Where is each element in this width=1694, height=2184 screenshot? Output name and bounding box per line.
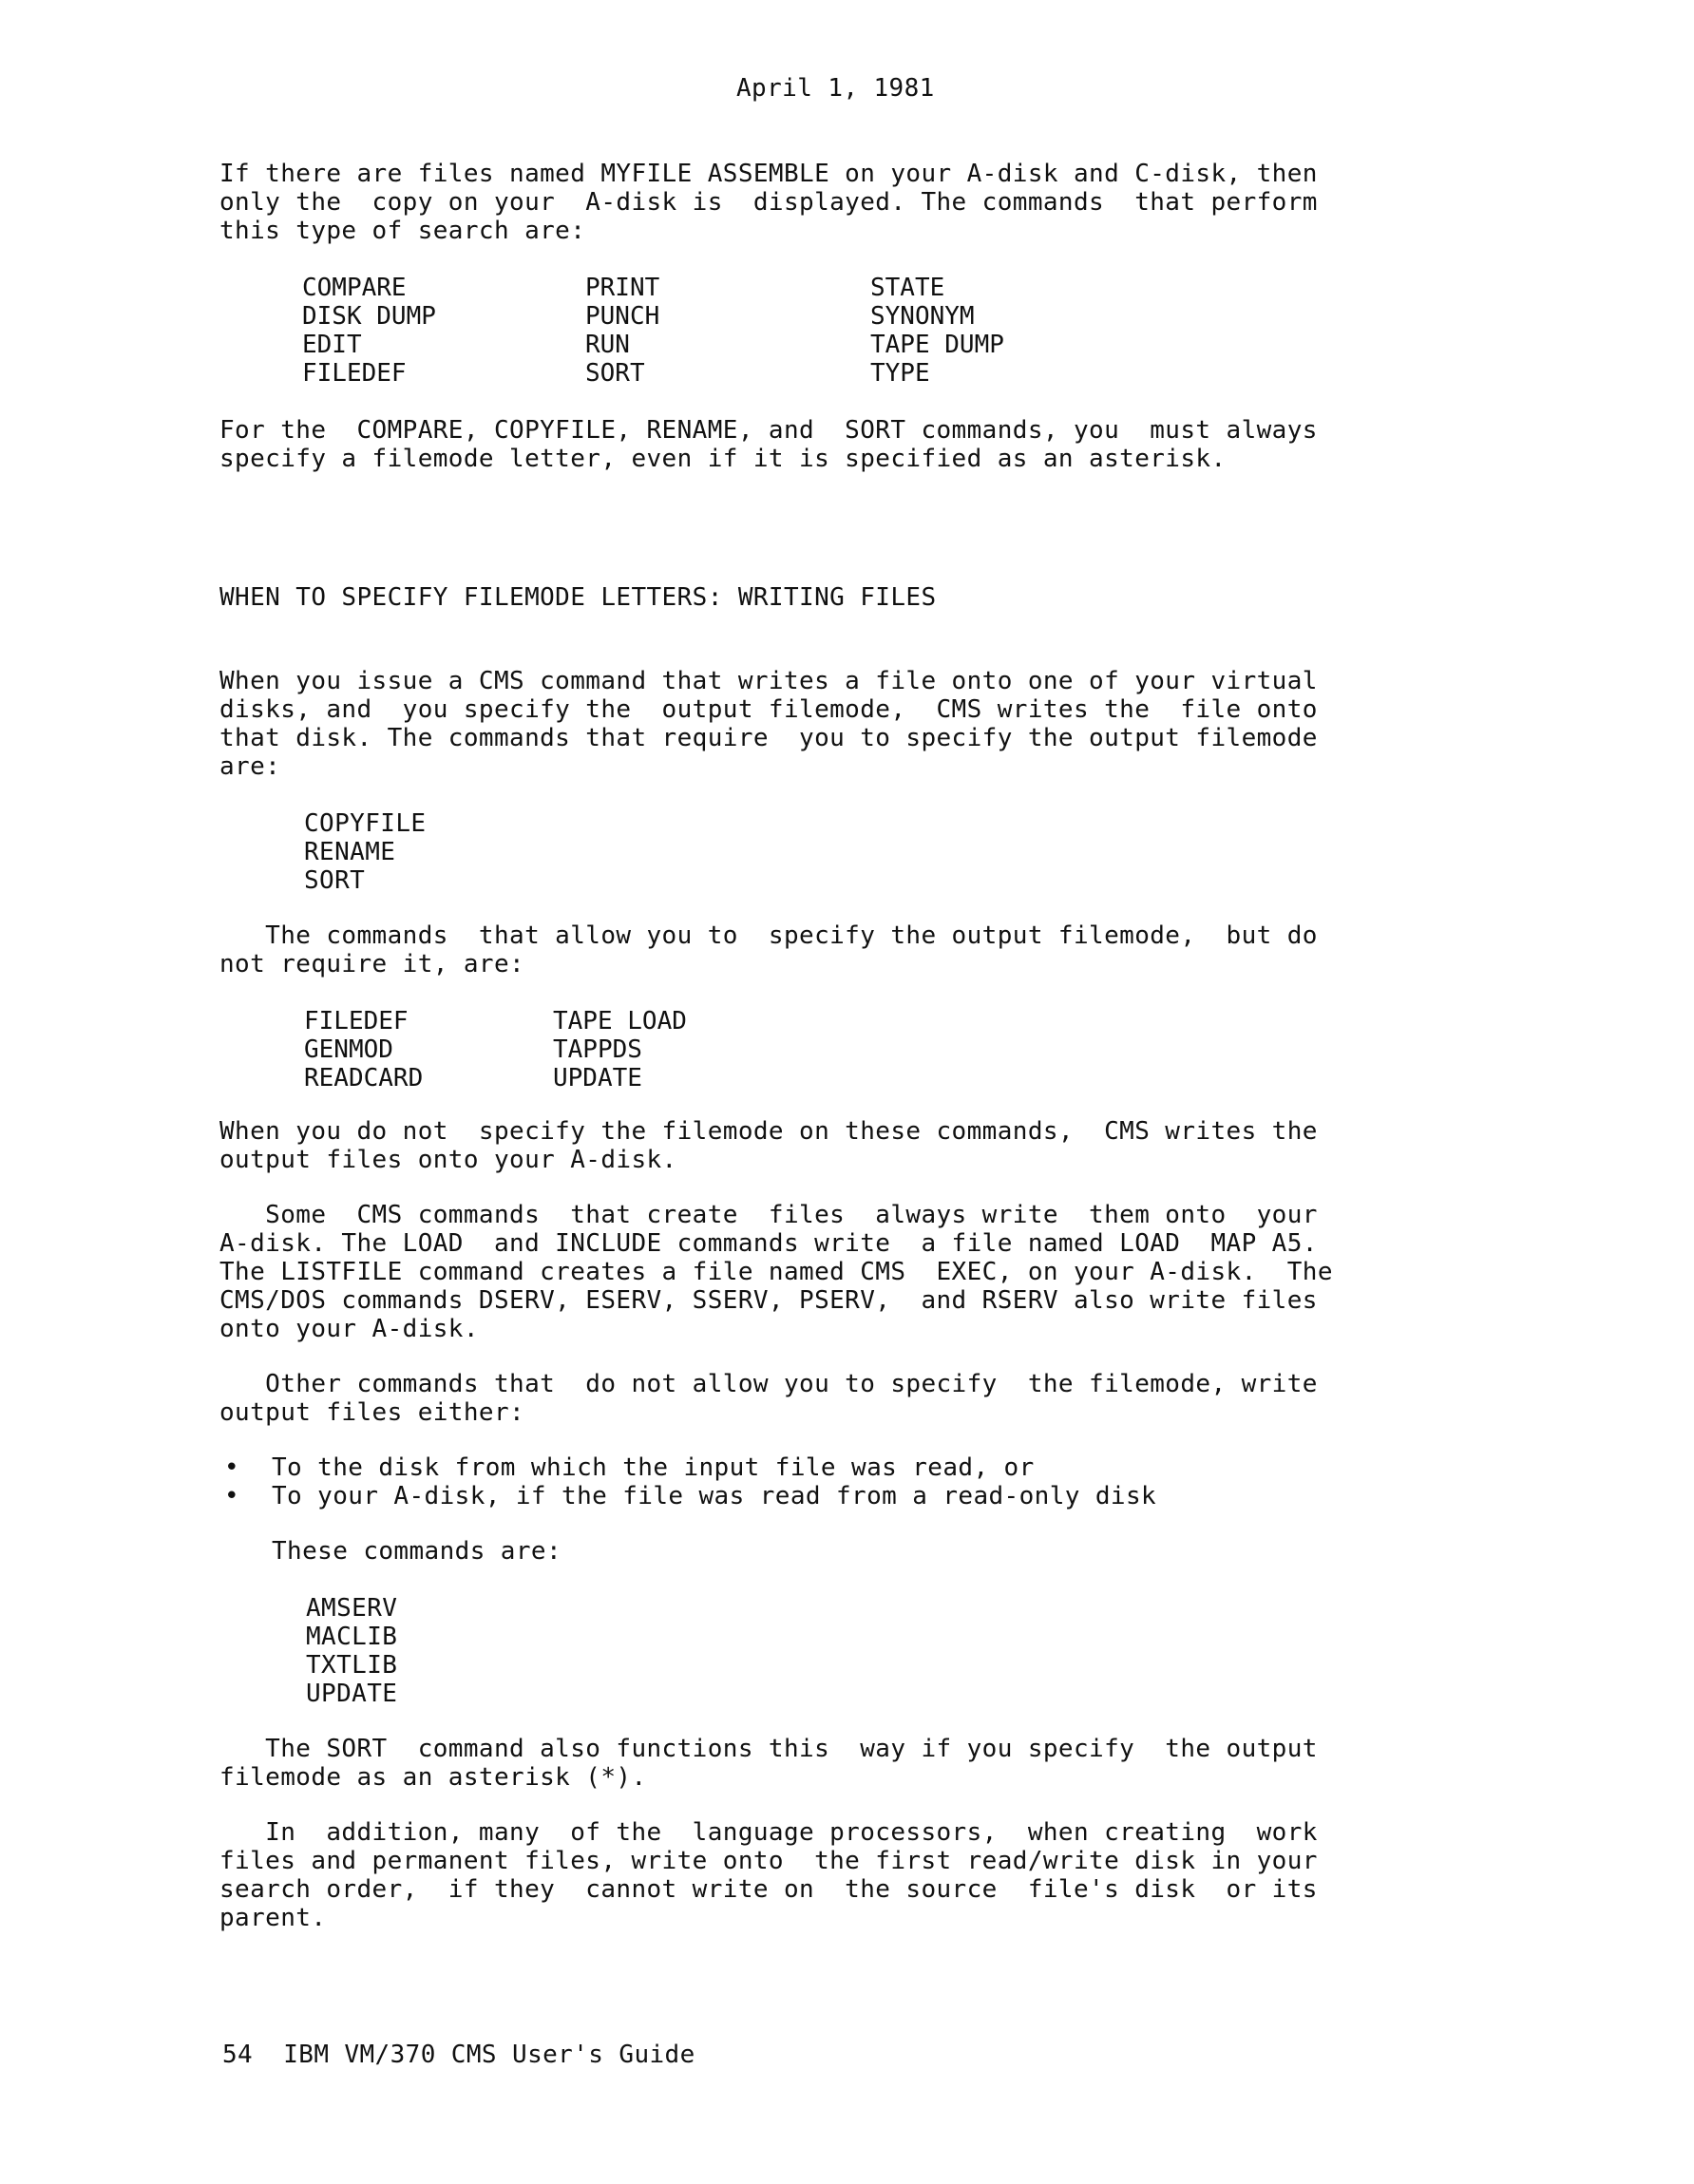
writing-para-line: are: (219, 752, 281, 781)
intro-line: If there are files named MYFILE ASSEMBLE on your A-disk and C-disk, then (219, 160, 1318, 188)
section-heading: WHEN TO SPECIFY FILEMODE LETTERS: WRITING FILES (219, 583, 937, 612)
intro-line: this type of search are: (219, 217, 586, 245)
command-item: READCARD (304, 1064, 424, 1092)
command-item: FILEDEF (304, 1007, 409, 1035)
adisk-para-line: CMS/DOS commands DSERV, ESERV, SSERV, PSERV, and RSERV also write files (219, 1286, 1318, 1315)
command-item: TYPE (870, 359, 930, 388)
bullet-icon: • (224, 1453, 239, 1482)
other-para-line: output files either: (219, 1398, 525, 1427)
language-para-line: In addition, many of the language processors, when creating work (219, 1818, 1318, 1847)
these-commands-label: These commands are: (272, 1537, 562, 1566)
command-item: UPDATE (553, 1064, 642, 1092)
command-item: MACLIB (306, 1623, 398, 1651)
command-item: STATE (870, 274, 945, 302)
page-footer: 54 IBM VM/370 CMS User's Guide (222, 2041, 695, 2069)
command-item: FILEDEF (302, 359, 407, 388)
adisk-para-line: The LISTFILE command creates a file named CMS EXEC, on your A-disk. The (219, 1258, 1333, 1286)
bullet-item: To your A-disk, if the file was read from a read-only disk (272, 1482, 1157, 1510)
command-item: RUN (585, 331, 630, 359)
default-para-line: output files onto your A-disk. (219, 1146, 677, 1174)
filemode-note-line: For the COMPARE, COPYFILE, RENAME, and SORT commands, you must always (219, 416, 1318, 445)
writing-para-line: disks, and you specify the output filemode, CMS writes the file onto (219, 695, 1318, 724)
command-item: PRINT (585, 274, 660, 302)
command-item: TAPE LOAD (553, 1007, 687, 1035)
adisk-para-line: A-disk. The LOAD and INCLUDE commands write a file named LOAD MAP A5. (219, 1229, 1318, 1258)
command-item: TAPE DUMP (870, 331, 1004, 359)
writing-para-line: When you issue a CMS command that writes a file onto one of your virtual (219, 667, 1318, 695)
optional-para-line: not require it, are: (219, 950, 525, 978)
bullet-item: To the disk from which the input file was read, or (272, 1453, 1035, 1482)
language-para-line: files and permanent files, write onto the first read/write disk in your (219, 1847, 1318, 1875)
adisk-para-line: Some CMS commands that create files always write them onto your (219, 1201, 1318, 1229)
command-item: TAPPDS (553, 1035, 642, 1064)
adisk-para-line: onto your A-disk. (219, 1315, 479, 1343)
command-item: UPDATE (306, 1680, 398, 1708)
command-item: PUNCH (585, 302, 660, 331)
language-para-line: parent. (219, 1904, 327, 1932)
filemode-note-line: specify a filemode letter, even if it is specified as an asterisk. (219, 445, 1227, 473)
language-para-line: search order, if they cannot write on the source file's disk or its (219, 1875, 1318, 1904)
intro-line: only the copy on your A-disk is displayed. The commands that perform (219, 188, 1318, 217)
command-item: SORT (585, 359, 645, 388)
bullet-icon: • (224, 1482, 239, 1510)
command-item: TXTLIB (306, 1651, 398, 1680)
default-para-line: When you do not specify the filemode on these commands, CMS writes the (219, 1117, 1318, 1146)
optional-para-line: The commands that allow you to specify the output filemode, but do (219, 921, 1318, 950)
command-item: COPYFILE (304, 809, 427, 838)
sort-para-line: filemode as an asterisk (*). (219, 1763, 647, 1792)
command-item: GENMOD (304, 1035, 393, 1064)
command-item: DISK DUMP (302, 302, 436, 331)
command-item: EDIT (302, 331, 362, 359)
page-date: April 1, 1981 (736, 74, 935, 103)
sort-para-line: The SORT command also functions this way if you specify the output (219, 1735, 1318, 1763)
command-item: SORT (304, 866, 366, 895)
command-item: COMPARE (302, 274, 407, 302)
command-item: RENAME (304, 838, 396, 866)
command-item: SYNONYM (870, 302, 975, 331)
command-item: AMSERV (306, 1594, 398, 1623)
writing-para-line: that disk. The commands that require you to specify the output filemode (219, 724, 1318, 752)
other-para-line: Other commands that do not allow you to specify the filemode, write (219, 1370, 1318, 1398)
